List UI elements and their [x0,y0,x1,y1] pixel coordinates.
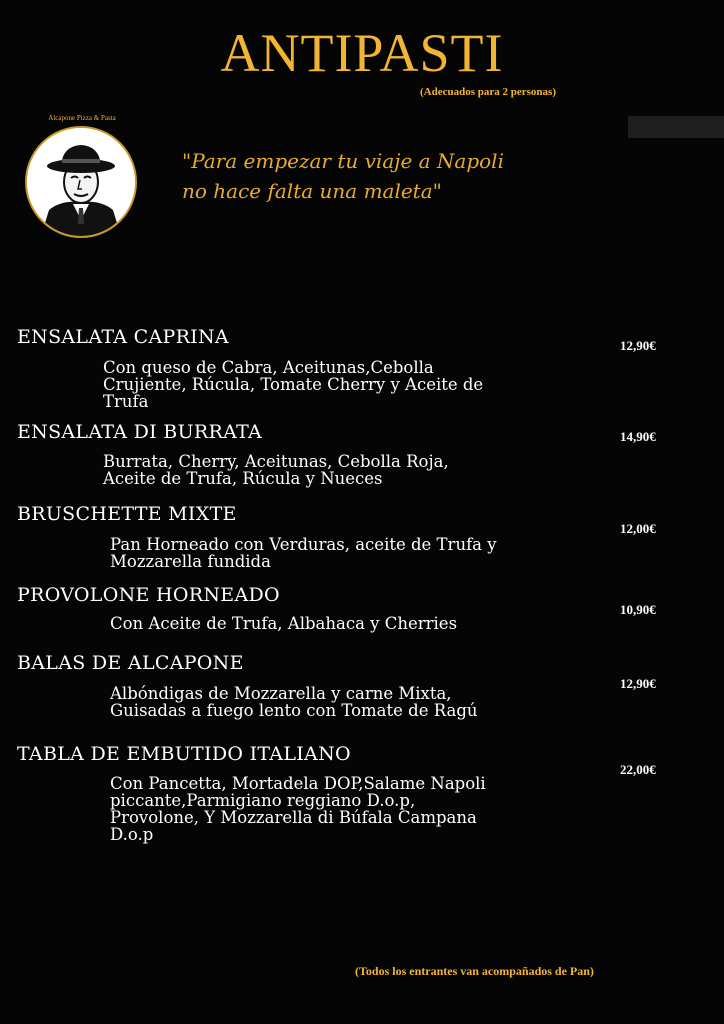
logo-portrait [25,126,137,238]
menu-item-name: BALAS DE ALCAPONE [17,652,244,674]
quote-line-1: "Para empezar tu viaje a Napoli [182,149,504,173]
description-line: D.o.p [110,825,154,844]
menu-item-price: 12,90€ [620,676,656,691]
menu-item-description [110,775,580,843]
menu-item-price: 14,90€ [620,429,656,444]
page-subtitle: (Adecuados para 2 personas) [420,86,556,98]
description-line: Mozzarella fundida [110,552,271,571]
description-line: Con Pancetta, Mortadela DOP,Salame Napoli [110,774,486,793]
menu-item-description [103,453,573,487]
description-line: Albóndigas de Mozzarella y carne Mixta, [110,684,452,703]
description-line: Burrata, Cherry, Aceitunas, Cebolla Roja, [103,452,449,471]
description-line: piccante,Parmigiano reggiano D.o.p, [110,791,416,810]
menu-item-description [110,536,580,570]
menu-item-price: 22,00€ [620,762,656,777]
menu-item-price: 12,90€ [620,338,656,353]
page-title: ANTIPASTI [220,23,504,83]
menu-item-price: 10,90€ [620,602,656,617]
description-line: Trufa [103,392,149,411]
description-line: Pan Horneado con Verduras, aceite de Trufa y [110,535,497,554]
description-line: Con queso de Cabra, Aceitunas,Cebolla [103,358,434,377]
menu-item-name: ENSALATA CAPRINA [17,326,229,348]
menu-item-name: TABLA DE EMBUTIDO ITALIANO [17,743,351,765]
quote-line-2: no hace falta una maleta" [182,179,442,203]
description-line: Crujiente, Rúcula, Tomate Cherry y Aceite de [103,375,484,394]
corner-dark-box [628,116,724,138]
logo-text: Alcapone Pizza & Pasta [48,114,116,122]
gangster-portrait-icon [27,128,135,236]
menu-item-name: BRUSCHETTE MIXTE [17,503,237,525]
menu-item-description [110,615,580,632]
footer-note: (Todos los entrantes van acompañados de Pan) [355,964,594,978]
description-line: Con Aceite de Trufa, Albahaca y Cherries [110,614,458,633]
menu-item-price: 12,00€ [620,521,656,536]
menu-item-name: PROVOLONE HORNEADO [17,584,280,606]
menu-item-description [103,359,573,410]
description-line: Provolone, Y Mozzarella di Búfala Campana [110,808,477,827]
slogan-quote [182,146,504,206]
menu-item-name: ENSALATA DI BURRATA [17,421,263,443]
restaurant-logo [22,114,142,244]
description-line: Aceite de Trufa, Rúcula y Nueces [103,469,383,488]
menu-item-description [110,685,580,719]
description-line: Guisadas a fuego lento con Tomate de Ragú [110,701,478,720]
